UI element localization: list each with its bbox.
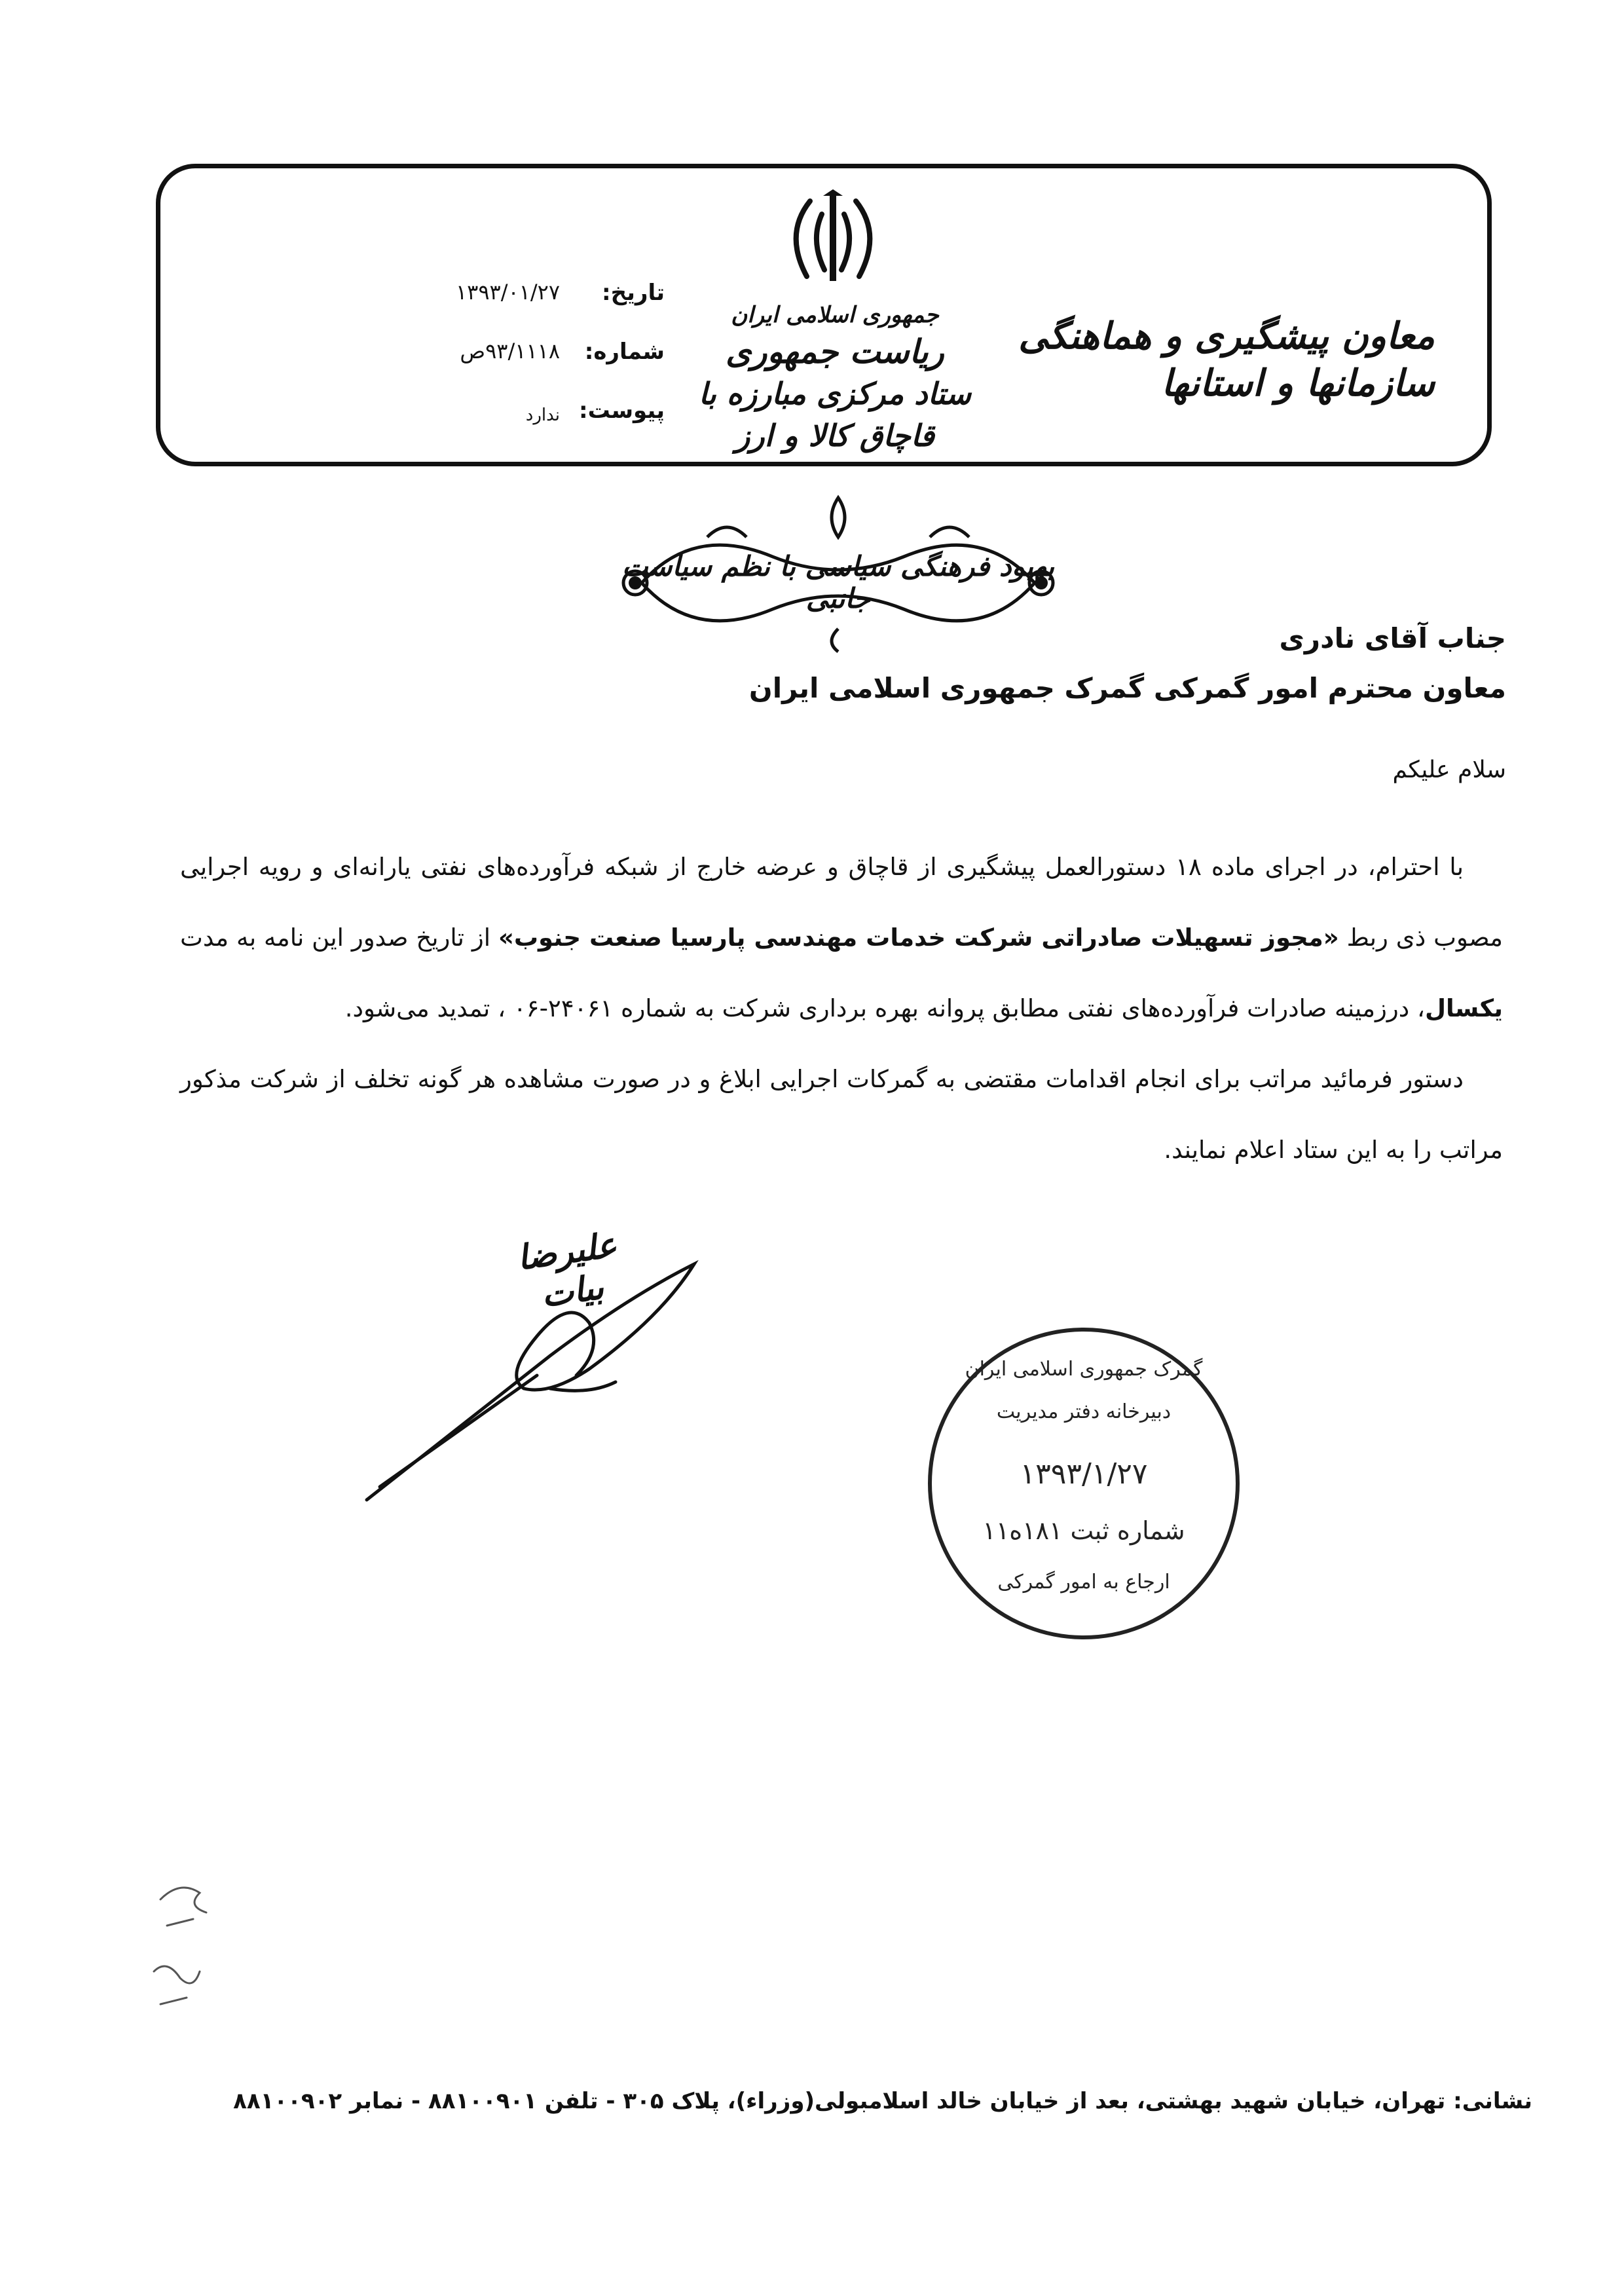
addressee-block	[262, 616, 1506, 715]
addressee-title: معاون محترم امور گمرکی گمرک جمهوری اسلامی ایران	[748, 672, 1506, 704]
registration-stamp	[913, 1313, 1254, 1654]
national-emblem-icon	[771, 188, 895, 293]
signatory-name: علیرضا بیات	[514, 1224, 619, 1316]
presidency-name: ریاست جمهوری	[726, 332, 944, 371]
date-value: ۱۳۹۳/۰۱/۲۷	[455, 280, 560, 305]
headquarters-name: ستاد مرکزی مبارزه با قاچاق کالا و ارز	[698, 376, 972, 453]
body-p1-duration: یکسال	[1424, 994, 1503, 1022]
margin-handwriting	[141, 1873, 219, 2017]
body-p1-permit-title: «مجوز تسهیلات صادراتی شرکت خدمات مهندسی پارسیا صنعت جنوب»	[498, 924, 1339, 952]
attachment-label: پیوست:	[579, 398, 665, 424]
date-label: تاریخ:	[602, 280, 665, 306]
country-name: جمهوری اسلامی ایران	[731, 302, 939, 328]
stamp-date: ۱۳۹۳/۱/۲۷	[1020, 1457, 1148, 1491]
attachment-row	[259, 398, 665, 457]
stamp-line-1: گمرک جمهوری اسلامی ایران	[965, 1358, 1203, 1381]
date-row	[259, 280, 665, 339]
attachment-value: ندارد	[525, 405, 560, 425]
letter-body	[180, 832, 1503, 1185]
addressee-name: جناب آقای نادری	[1279, 622, 1506, 654]
greeting: سلام علیکم	[1392, 756, 1506, 783]
letter-metadata	[259, 280, 665, 457]
number-value: ۹۳/۱۱۱۸ص	[460, 339, 560, 364]
issuing-unit-title: معاون پیشگیری و هماهنگی سازمانها و استانها	[1018, 314, 1435, 405]
handwritten-signature	[354, 1225, 720, 1513]
stamp-registration-no: شماره ثبت ۱۸۱ه۱۱	[982, 1516, 1185, 1545]
body-paragraph-1	[180, 832, 1503, 1044]
body-p1-part-c: ، درزمینه صادرات فرآورده‌های نفتی مطابق پروانه بهره برداری شرکت به شماره ۲۴۰۶۱-۰۶ ، تمدید می‌شود.	[344, 994, 1425, 1022]
footer-address: نشانی: تهران، خیابان شهید بهشتی، بعد از خیابان خالد اسلامبولی(وزراء)، پلاک ۳۰۵ - تلفن ۸۸۱۰۰۹۰۱ - نمابر ۸۸۱۰۰۹۰۲	[233, 2088, 1532, 2114]
ornament-caption: بهبود فرهنگی سیاسی با نظم سیاست جانبی	[621, 550, 1055, 614]
number-label: شماره:	[584, 339, 665, 365]
letterhead-frame	[156, 164, 1492, 466]
stamp-referral: ارجاع به امور گمرکی	[997, 1571, 1170, 1594]
letterhead-center	[671, 299, 999, 457]
stamp-line-2: دبیرخانه دفتر مدیریت	[996, 1400, 1172, 1423]
body-paragraph-2: دستور فرمائید مراتب برای انجام اقدامات مقتضی به گمرکات اجرایی ابلاغ و در صورت مشاهده هر گونه تخلف از شرکت مذکور مراتب را به این ستاد اعلام نمایند.	[180, 1065, 1503, 1164]
body-p1-part-b: از تاریخ صدور این نامه به مدت	[180, 924, 498, 952]
number-row	[259, 339, 665, 398]
body-p1-part-a: با احترام، در اجرای ماده ۱۸ دستورالعمل پیشگیری از قاچاق و عرضه خارج از شبکه فرآورده‌های نفتی یارانه‌ای و رویه اجرایی مصوب ذی ربط	[180, 853, 1503, 952]
